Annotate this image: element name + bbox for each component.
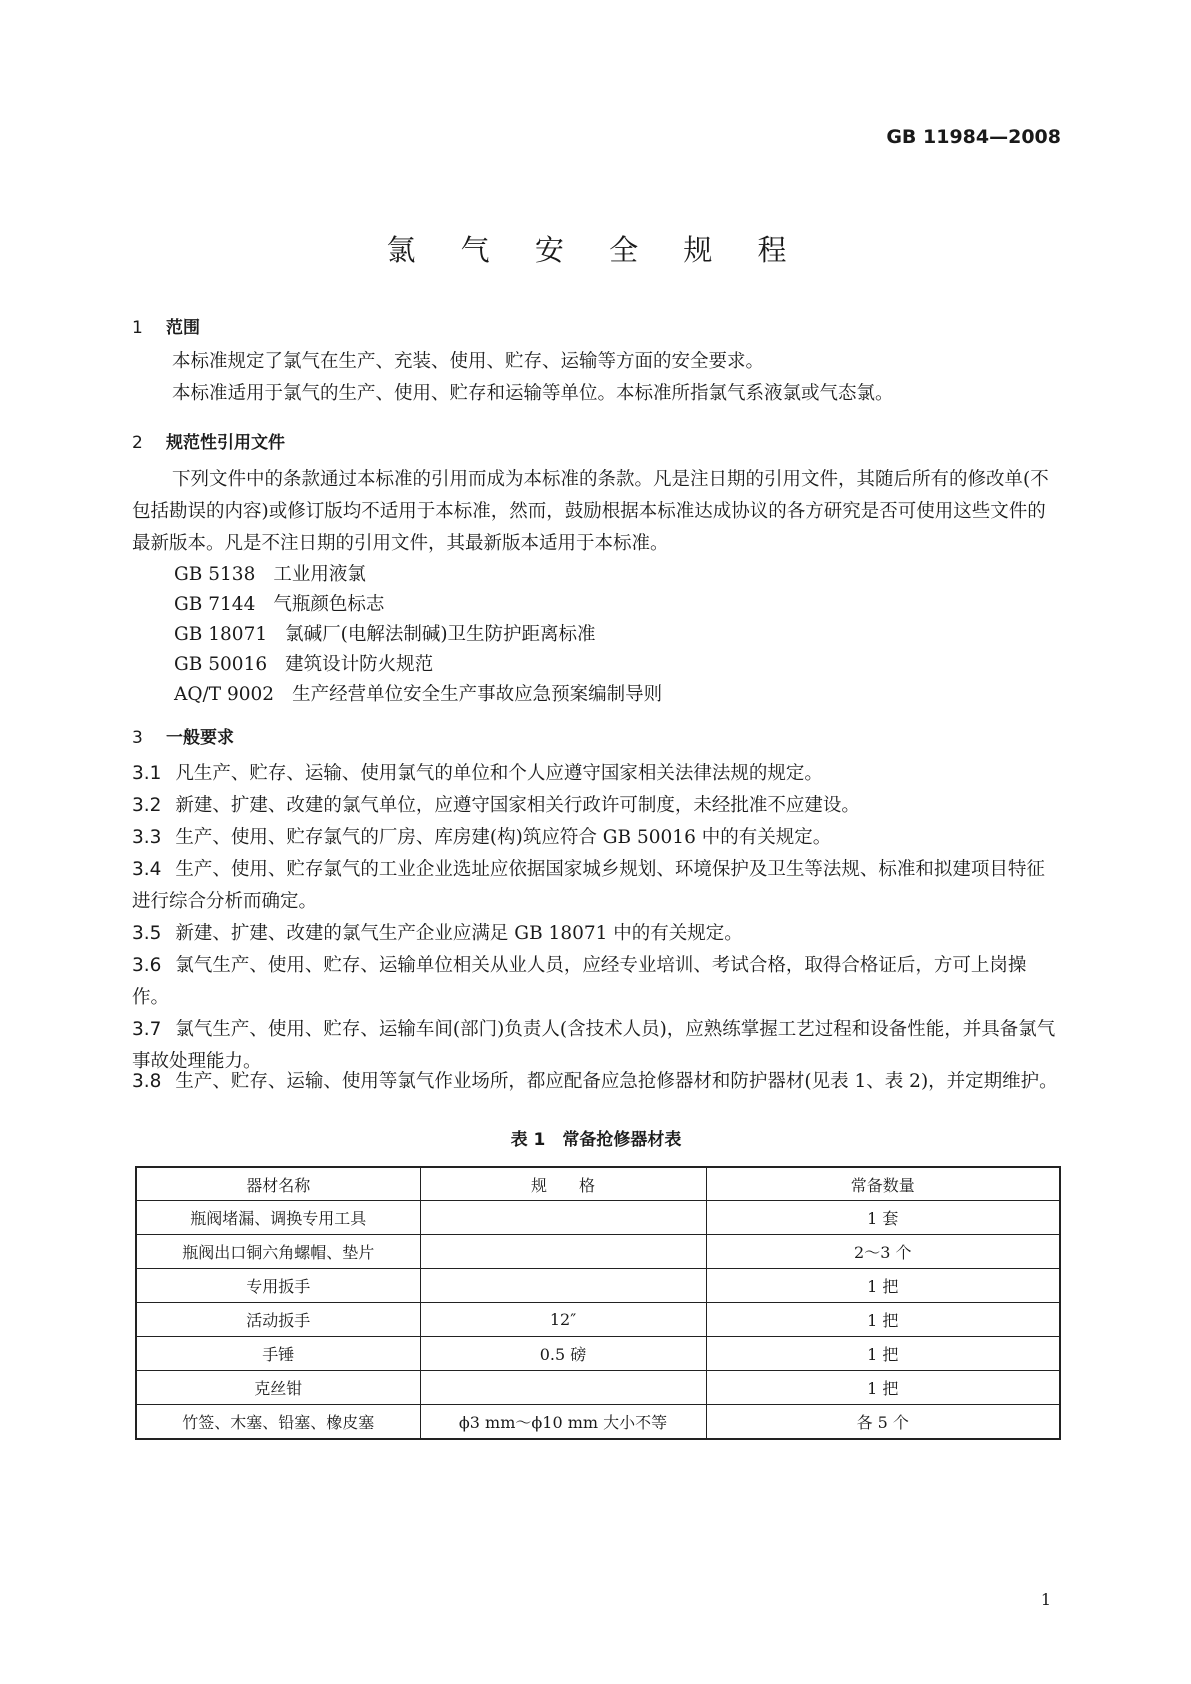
document-title: 氯 气 安 全 规 程 bbox=[386, 233, 805, 267]
table-cell: 1 把 bbox=[706, 1371, 1060, 1405]
reference-name: 气瓶颜色标志 bbox=[273, 594, 385, 615]
table-cell: 1 套 bbox=[706, 1201, 1060, 1235]
section-title: 一般要求 bbox=[166, 728, 234, 748]
table-cell bbox=[420, 1201, 706, 1235]
table-cell: 竹签、木塞、铅塞、橡皮塞 bbox=[136, 1405, 420, 1440]
paragraph: 下列文件中的条款通过本标准的引用而成为本标准的条款。凡是注日期的引用文件，其随后所有的修改单(不包括勘误的内容)或修订版均不适用于本标准，然而，鼓励根据本标准达成协议的各方研究是否可使用这些文件的最新版本。凡是不注日期的引用文件，其最新版本适用于本标准。 bbox=[132, 469, 1049, 554]
table-row bbox=[136, 1405, 1060, 1440]
clause-number: 3.8 bbox=[132, 1071, 162, 1092]
section-number: 3 bbox=[132, 728, 143, 748]
table-cell: ϕ3 mm～ϕ10 mm 大小不等 bbox=[420, 1405, 706, 1440]
clause-number: 3.2 bbox=[132, 795, 162, 816]
reference-item bbox=[174, 560, 366, 586]
reference-code: GB 50016 bbox=[174, 654, 268, 675]
section-number: 2 bbox=[132, 433, 143, 453]
table-header-row bbox=[136, 1167, 1060, 1201]
clause-number: 3.1 bbox=[132, 763, 162, 784]
clause bbox=[132, 790, 1060, 822]
clause-text: 凡生产、贮存、运输、使用氯气的单位和个人应遵守国家相关法律法规的规定。 bbox=[175, 763, 823, 784]
clause-text: 生产、使用、贮存氯气的厂房、库房建(构)筑应符合 GB 50016 中的有关规定。 bbox=[175, 827, 832, 848]
clause-number: 3.5 bbox=[132, 923, 162, 944]
table-row bbox=[136, 1269, 1060, 1303]
table-row bbox=[136, 1371, 1060, 1405]
column-header: 器材名称 bbox=[136, 1167, 420, 1201]
clause bbox=[132, 822, 1060, 854]
table-cell: 手锤 bbox=[136, 1337, 420, 1371]
section-title: 规范性引用文件 bbox=[166, 433, 285, 453]
table-row bbox=[136, 1303, 1060, 1337]
section-1-heading bbox=[132, 313, 200, 338]
paragraph: 本标准适用于氯气的生产、使用、贮存和运输等单位。本标准所指氯气系液氯或气态氯。 bbox=[172, 383, 894, 404]
clause bbox=[132, 950, 1060, 1014]
reference-code: GB 7144 bbox=[174, 594, 256, 615]
table-cell: 瓶阀堵漏、调换专用工具 bbox=[136, 1201, 420, 1235]
clause-number: 3.3 bbox=[132, 827, 162, 848]
table-caption: 表 1 常备抢修器材表 bbox=[510, 1130, 682, 1150]
reference-name: 生产经营单位安全生产事故应急预案编制导则 bbox=[292, 684, 663, 705]
section-title: 范围 bbox=[166, 318, 200, 338]
table-cell bbox=[420, 1269, 706, 1303]
section-3-heading bbox=[132, 723, 234, 748]
paragraph: 本标准规定了氯气在生产、充装、使用、贮存、运输等方面的安全要求。 bbox=[172, 351, 765, 372]
section-number: 1 bbox=[132, 318, 143, 338]
reference-code: GB 18071 bbox=[174, 624, 268, 645]
reference-name: 建筑设计防火规范 bbox=[285, 654, 434, 675]
clause-text: 新建、扩建、改建的氯气单位，应遵守国家相关行政许可制度，未经批准不应建设。 bbox=[175, 795, 860, 816]
table-cell: 各 5 个 bbox=[706, 1405, 1060, 1440]
clause bbox=[132, 918, 1060, 950]
column-header: 规 格 bbox=[420, 1167, 706, 1201]
clause bbox=[132, 1066, 1060, 1098]
clause bbox=[132, 854, 1060, 918]
clause-text: 生产、贮存、运输、使用等氯气作业场所，都应配备应急抢修器材和防护器材(见表 1、表 2)，并定期维护。 bbox=[175, 1071, 1058, 1092]
table-cell: 1 把 bbox=[706, 1269, 1060, 1303]
clause-text: 新建、扩建、改建的氯气生产企业应满足 GB 18071 中的有关规定。 bbox=[175, 923, 743, 944]
table-row bbox=[136, 1235, 1060, 1269]
reference-item bbox=[174, 650, 433, 676]
reference-name: 氯碱厂(电解法制碱)卫生防护距离标准 bbox=[285, 624, 596, 645]
table-cell: 活动扳手 bbox=[136, 1303, 420, 1337]
clause-text: 氯气生产、使用、贮存、运输车间(部门)负责人(含技术人员)，应熟练掌握工艺过程和设备性能，并具备氯气事故处理能力。 bbox=[132, 1019, 1056, 1072]
column-header: 常备数量 bbox=[706, 1167, 1060, 1201]
reference-item bbox=[174, 620, 596, 646]
table-cell: 2～3 个 bbox=[706, 1235, 1060, 1269]
table-cell bbox=[420, 1235, 706, 1269]
table-cell: 克丝钳 bbox=[136, 1371, 420, 1405]
table-cell: 专用扳手 bbox=[136, 1269, 420, 1303]
reference-item bbox=[174, 590, 384, 616]
table-cell: 0.5 磅 bbox=[420, 1337, 706, 1371]
table-cell bbox=[420, 1371, 706, 1405]
standard-number: GB 11984—2008 bbox=[886, 126, 1061, 148]
clause-text: 氯气生产、使用、贮存、运输单位相关从业人员，应经专业培训、考试合格，取得合格证后，方可上岗操作。 bbox=[132, 955, 1027, 1008]
reference-name: 工业用液氯 bbox=[273, 564, 366, 585]
equipment-table bbox=[135, 1166, 1061, 1440]
table-cell: 瓶阀出口铜六角螺帽、垫片 bbox=[136, 1235, 420, 1269]
table-cell: 12″ bbox=[420, 1303, 706, 1337]
reference-code: GB 5138 bbox=[174, 564, 256, 585]
reference-code: AQ/T 9002 bbox=[174, 684, 275, 705]
clause-number: 3.7 bbox=[132, 1019, 162, 1040]
table-row bbox=[136, 1201, 1060, 1235]
page-number: 1 bbox=[1040, 1590, 1051, 1609]
table-cell: 1 把 bbox=[706, 1303, 1060, 1337]
clause-text: 生产、使用、贮存氯气的工业企业选址应依据国家城乡规划、环境保护及卫生等法规、标准和拟建项目特征进行综合分析而确定。 bbox=[132, 859, 1045, 912]
clause-number: 3.6 bbox=[132, 955, 162, 976]
clause bbox=[132, 758, 1060, 790]
reference-item bbox=[174, 680, 662, 706]
table-cell: 1 把 bbox=[706, 1337, 1060, 1371]
table-row bbox=[136, 1337, 1060, 1371]
section-2-heading bbox=[132, 428, 285, 453]
clause-number: 3.4 bbox=[132, 859, 162, 880]
